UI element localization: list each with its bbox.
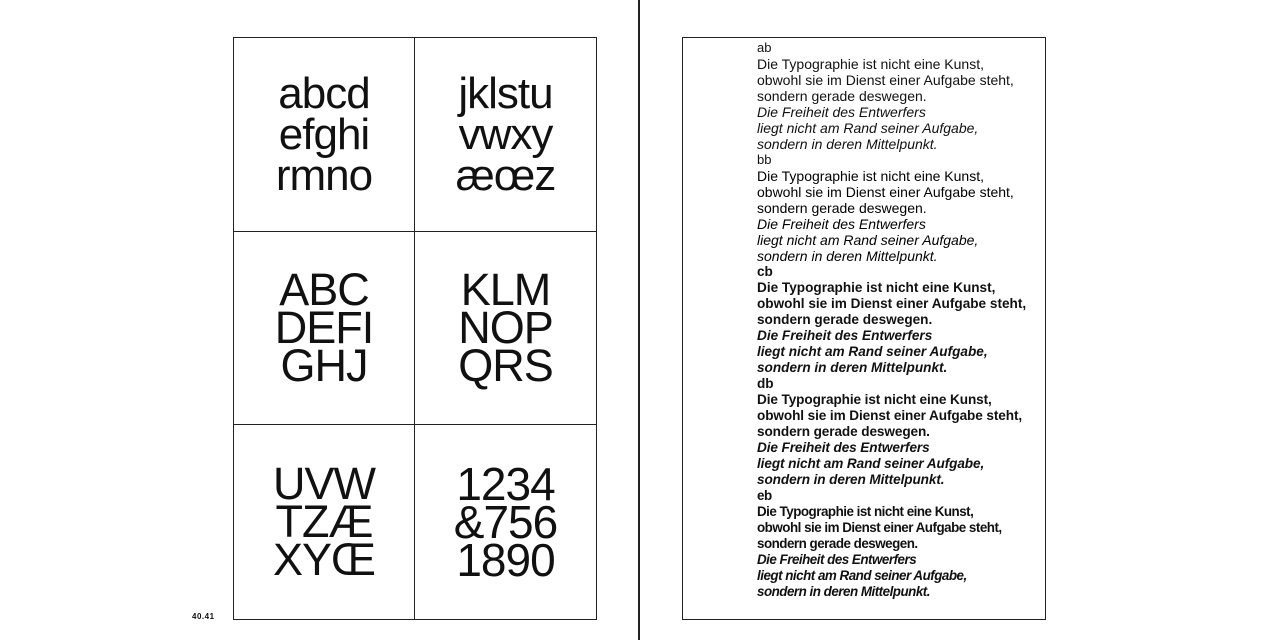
specimen-italic-line: Die Freiheit des Entwerfers (757, 440, 930, 455)
glyph-cell-uppercase-3 (234, 425, 415, 619)
specimen-line: obwohl sie im Dienst einer Aufgabe steht, (757, 72, 1014, 88)
glyph-line: jklstu (458, 68, 553, 118)
glyph-line: 1890 (456, 534, 555, 587)
specimen-label: ab (757, 40, 772, 55)
glyph-cell-digits (415, 425, 596, 619)
specimen-db (757, 376, 1042, 488)
glyph-line: UVW (273, 458, 375, 510)
book-spine (638, 0, 640, 640)
specimen-line: obwohl sie im Dienst einer Aufgabe steht, (757, 520, 1002, 535)
glyph-line: GHJ (280, 339, 368, 391)
glyph-line: æœz (455, 150, 556, 200)
specimen-italic-line: Die Freiheit des Entwerfers (757, 552, 917, 567)
specimen-italic-line: liegt nicht am Rand seiner Aufgabe, (757, 456, 985, 471)
glyph-line: &756 (453, 496, 558, 549)
specimen-italic-line: sondern in deren Mittelpunkt. (757, 472, 945, 487)
specimen-italic-line: liegt nicht am Rand seiner Aufgabe, (757, 120, 979, 136)
specimen-italic-line: liegt nicht am Rand seiner Aufgabe, (757, 232, 979, 248)
specimen-eb (757, 488, 1042, 600)
specimen-line: sondern gerade deswegen. (757, 200, 927, 216)
specimen-line: obwohl sie im Dienst einer Aufgabe steht, (757, 184, 1014, 200)
specimen-italic-line: sondern in deren Mittelpunkt. (757, 248, 938, 264)
specimen-italic-line: Die Freiheit des Entwerfers (757, 328, 933, 343)
specimen-line: obwohl sie im Dienst einer Aufgabe steht, (757, 408, 1023, 423)
specimen-italic-line: Die Freiheit des Entwerfers (757, 216, 926, 232)
specimen-italic-line: liegt nicht am Rand seiner Aufgabe, (757, 568, 967, 583)
glyph-line: abcd (278, 68, 370, 118)
specimen-label: db (757, 376, 774, 391)
specimen-italic-line: sondern in deren Mittelpunkt. (757, 360, 948, 375)
specimen-bb (757, 152, 1042, 264)
glyph-line: rmno (275, 150, 373, 200)
glyph-cell-lowercase-2 (415, 38, 596, 232)
specimen-line: sondern gerade deswegen. (757, 424, 930, 439)
page-numbers: 40.41 (192, 612, 215, 621)
specimen-label: bb (757, 152, 772, 167)
specimen-line: obwohl sie im Dienst einer Aufgabe steht, (757, 296, 1027, 311)
specimen-line: Die Typographie ist nicht eine Kunst, (757, 392, 992, 407)
specimen-line: Die Typographie ist nicht eine Kunst, (757, 56, 984, 72)
glyph-cell-uppercase-2 (415, 232, 596, 426)
specimen-line: Die Typographie ist nicht eine Kunst, (757, 504, 974, 519)
specimen-italic-line: sondern in deren Mittelpunkt. (757, 136, 938, 152)
specimen-italic-line: liegt nicht am Rand seiner Aufgabe, (757, 344, 988, 359)
glyph-cell-lowercase-1 (234, 38, 415, 232)
specimen-line: sondern gerade deswegen. (757, 536, 918, 551)
specimen-line: Die Typographie ist nicht eine Kunst, (757, 168, 984, 184)
glyph-line: ABC (279, 263, 369, 315)
specimen-line: sondern gerade deswegen. (757, 312, 933, 327)
glyph-line: TZÆ (275, 496, 373, 548)
glyph-line: XYŒ (272, 534, 376, 586)
glyph-line: NOP (458, 301, 553, 353)
specimen-label: cb (757, 264, 773, 279)
glyph-line: DEFI (274, 301, 374, 353)
glyph-line: QRS (458, 339, 553, 391)
glyph-line: KLM (460, 263, 551, 315)
glyph-line: vwxy (458, 109, 553, 159)
specimen-line: Die Typographie ist nicht eine Kunst, (757, 280, 996, 295)
glyph-line: efghi (278, 109, 370, 159)
specimen-line: sondern gerade deswegen. (757, 88, 927, 104)
specimen-italic-line: Die Freiheit des Entwerfers (757, 104, 926, 120)
specimen-cb (757, 264, 1042, 376)
glyph-grid (233, 37, 597, 620)
specimen-italic-line: sondern in deren Mittelpunkt. (757, 584, 930, 599)
specimen-label: eb (757, 488, 772, 503)
glyph-cell-uppercase-1 (234, 232, 415, 426)
specimen-ab (757, 40, 1042, 152)
weight-specimens (757, 40, 1042, 600)
glyph-line: 1234 (456, 458, 555, 511)
